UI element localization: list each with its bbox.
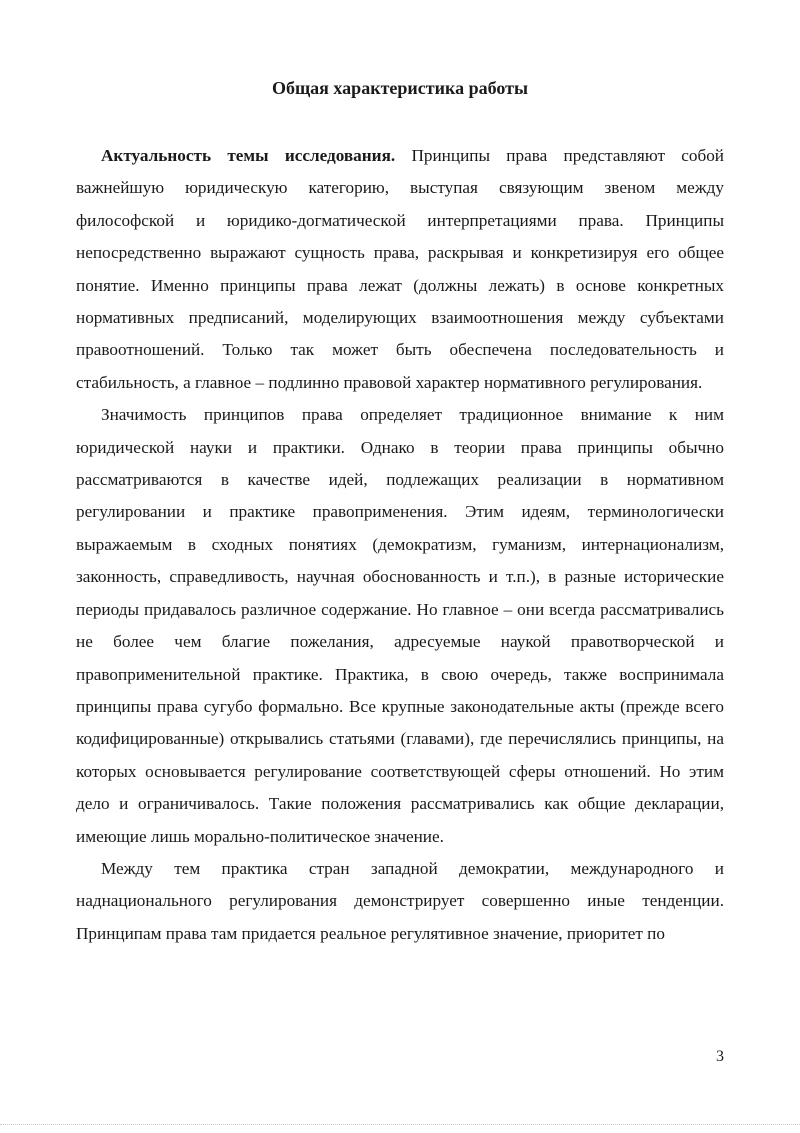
page-number: 3 bbox=[716, 1048, 724, 1065]
document-title: Общая характеристика работы bbox=[271, 78, 529, 98]
paragraph-lead-heading: Актуальность темы исследования. bbox=[101, 146, 396, 165]
paragraph-text: Между тем практика стран западной демократии, международного и наднационального регулирования демонстрирует совершенно иные тенденции. Принципам права там придается реальное регулятивное значение, приоритет по bbox=[76, 858, 724, 943]
document-body bbox=[76, 140, 724, 950]
paragraph-significance bbox=[76, 399, 724, 853]
paragraph-western-practice bbox=[76, 853, 724, 950]
paragraph-text: Принципы права представляют собой важнейшую юридическую категорию, выступая связующим звеном между философской и юридико-догматической интерпретациями права. Принципы непосредственно выражают сущность права, раскрывая и конкретизируя его общее понятие. Именно принципы права лежат (должны лежать) в основе конкретных нормативных предписаний, моделирующих взаимоотношения между субъектами правоотношений. Только так может быть обеспечена последовательность и стабильность, а главное – подлинно правовой характер нормативного регулирования. bbox=[76, 146, 725, 392]
scan-edge-divider bbox=[0, 1124, 800, 1125]
paragraph-relevance bbox=[76, 140, 724, 399]
paragraph-text: Значимость принципов права определяет традиционное внимание к ним юридической науки и практики. Однако в теории права принципы обычно рассматриваются в качестве идей, подлежащих реализации в нормативном регулировании и практике правоприменения. Этим идеям, терминологически выражаемым в сходных понятиях (демократизм, гуманизм, интернационализм, законность, справедливость, научная обоснованность и т.п.), в разные исторические периоды придавалось различное содержание. Но главное – они всегда рассматривались не более чем благие пожелания, адресуемые наукой правотворческой и правоприменительной практике. Практика, в свою очередь, также воспринимала принципы права сугубо формально. Все крупные законодательные акты (прежде всего кодифицированные) открывались статьями (главами), где перечислялись принципы, на которых основывается регулирование соответствующей сферы отношений. Но этим дело и ограничивалось. Такие положения рассматривались как общие декларации, имеющие лишь морально-политическое значение. bbox=[76, 405, 724, 846]
